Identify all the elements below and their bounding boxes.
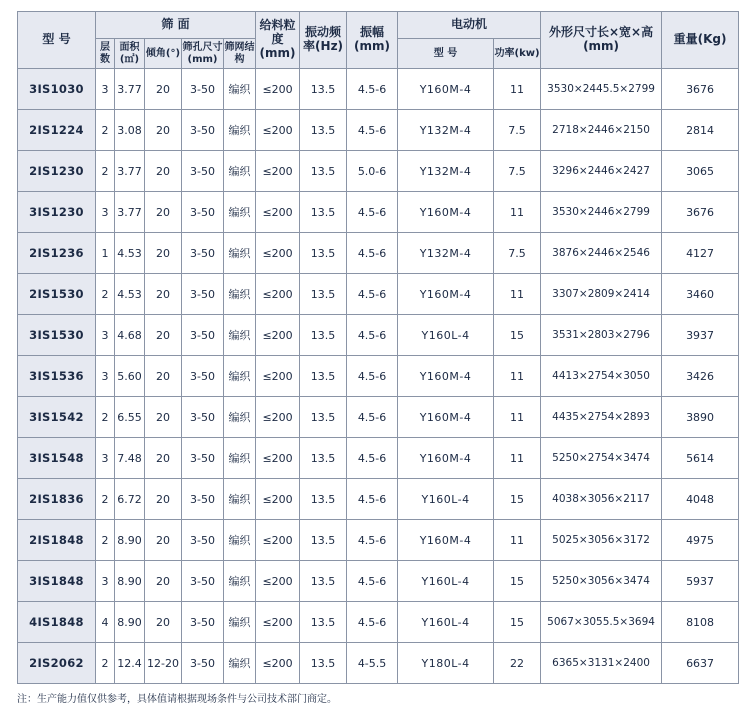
table-row — [18, 192, 739, 233]
cell-weight: 4127 — [662, 233, 739, 274]
table-row — [18, 520, 739, 561]
table-row — [18, 397, 739, 438]
cell-frequency: 13.5 — [300, 274, 347, 315]
cell-model: 2IS2062 — [18, 643, 96, 684]
table-row — [18, 151, 739, 192]
cell-aperture: 3-50 — [182, 274, 224, 315]
cell-angle: 20 — [145, 397, 182, 438]
cell-amplitude: 4.5-6 — [347, 602, 398, 643]
table-row — [18, 479, 739, 520]
cell-model: 2IS1236 — [18, 233, 96, 274]
cell-frequency: 13.5 — [300, 520, 347, 561]
cell-model: 3IS1542 — [18, 397, 96, 438]
cell-motor-power: 15 — [494, 602, 541, 643]
cell-motor-power: 7.5 — [494, 151, 541, 192]
cell-weight: 4975 — [662, 520, 739, 561]
cell-motor-power: 7.5 — [494, 233, 541, 274]
cell-area: 5.60 — [115, 356, 145, 397]
cell-feed-size: ≤200 — [256, 643, 300, 684]
cell-aperture: 3-50 — [182, 520, 224, 561]
cell-motor-power: 11 — [494, 397, 541, 438]
table-row — [18, 438, 739, 479]
cell-dimensions: 6365×3131×2400 — [541, 643, 662, 684]
cell-area: 8.90 — [115, 561, 145, 602]
cell-layers: 3 — [96, 192, 115, 233]
cell-weight: 4048 — [662, 479, 739, 520]
cell-feed-size: ≤200 — [256, 192, 300, 233]
cell-amplitude: 4.5-6 — [347, 356, 398, 397]
cell-area: 3.77 — [115, 192, 145, 233]
cell-dimensions: 3531×2803×2796 — [541, 315, 662, 356]
cell-layers: 2 — [96, 151, 115, 192]
cell-aperture: 3-50 — [182, 602, 224, 643]
cell-angle: 20 — [145, 438, 182, 479]
cell-amplitude: 4.5-6 — [347, 479, 398, 520]
cell-model: 3IS1030 — [18, 69, 96, 110]
header-amplitude — [347, 12, 398, 69]
cell-angle: 20 — [145, 110, 182, 151]
cell-model: 2IS1848 — [18, 520, 96, 561]
cell-angle: 12-20 — [145, 643, 182, 684]
cell-motor-model: Y160M-4 — [398, 520, 494, 561]
header-motor-power-label: 功率(kw) — [494, 47, 540, 59]
spec-sheet — [17, 11, 738, 684]
cell-mesh-type: 编织 — [224, 397, 256, 438]
cell-area: 6.55 — [115, 397, 145, 438]
cell-dimensions: 4435×2754×2893 — [541, 397, 662, 438]
cell-model: 2IS1230 — [18, 151, 96, 192]
cell-weight: 2814 — [662, 110, 739, 151]
cell-aperture: 3-50 — [182, 110, 224, 151]
cell-amplitude: 4.5-6 — [347, 520, 398, 561]
cell-motor-power: 11 — [494, 192, 541, 233]
cell-area: 3.77 — [115, 151, 145, 192]
cell-dimensions: 4413×2754×3050 — [541, 356, 662, 397]
cell-frequency: 13.5 — [300, 397, 347, 438]
header-angle-label: 倾角(°) — [145, 47, 181, 59]
cell-mesh-type: 编织 — [224, 479, 256, 520]
cell-amplitude: 4.5-6 — [347, 274, 398, 315]
cell-mesh-type: 编织 — [224, 356, 256, 397]
cell-angle: 20 — [145, 69, 182, 110]
footnote: 注：生产能力值仅供参考，具体值请根据现场条件与公司技术部门商定。 — [17, 694, 337, 705]
header-frequency — [300, 12, 347, 69]
cell-weight: 6637 — [662, 643, 739, 684]
header-frequency-label: 振动频率(Hz) — [303, 25, 344, 53]
header-motor-model: 型 号 — [398, 39, 494, 69]
cell-feed-size: ≤200 — [256, 520, 300, 561]
cell-mesh-type: 编织 — [224, 561, 256, 602]
cell-mesh-type: 编织 — [224, 643, 256, 684]
cell-amplitude: 4.5-6 — [347, 315, 398, 356]
cell-aperture: 3-50 — [182, 233, 224, 274]
cell-feed-size: ≤200 — [256, 274, 300, 315]
cell-dimensions: 5067×3055.5×3694 — [541, 602, 662, 643]
cell-model: 4IS1848 — [18, 602, 96, 643]
cell-feed-size: ≤200 — [256, 438, 300, 479]
header-amplitude-label: 振幅(mm) — [354, 25, 391, 53]
cell-motor-model: Y132M-4 — [398, 151, 494, 192]
header-dimensions — [541, 12, 662, 69]
cell-frequency: 13.5 — [300, 602, 347, 643]
cell-mesh-type: 编织 — [224, 602, 256, 643]
cell-motor-power: 11 — [494, 274, 541, 315]
header-mesh-type-label: 筛网结构 — [224, 42, 255, 65]
cell-dimensions: 5025×3056×3172 — [541, 520, 662, 561]
cell-dimensions: 5250×3056×3474 — [541, 561, 662, 602]
cell-motor-model: Y160L-4 — [398, 602, 494, 643]
cell-angle: 20 — [145, 315, 182, 356]
cell-dimensions: 2718×2446×2150 — [541, 110, 662, 151]
cell-motor-power: 15 — [494, 561, 541, 602]
cell-feed-size: ≤200 — [256, 561, 300, 602]
cell-angle: 20 — [145, 233, 182, 274]
cell-weight: 3890 — [662, 397, 739, 438]
cell-motor-model: Y132M-4 — [398, 110, 494, 151]
cell-feed-size: ≤200 — [256, 233, 300, 274]
cell-dimensions: 5250×2754×3474 — [541, 438, 662, 479]
cell-model: 3IS1536 — [18, 356, 96, 397]
cell-area: 6.72 — [115, 479, 145, 520]
cell-dimensions: 3307×2809×2414 — [541, 274, 662, 315]
cell-amplitude: 4.5-6 — [347, 438, 398, 479]
cell-angle: 20 — [145, 479, 182, 520]
cell-motor-power: 11 — [494, 520, 541, 561]
cell-layers: 3 — [96, 561, 115, 602]
cell-frequency: 13.5 — [300, 69, 347, 110]
vibrating-screen-spec-table — [17, 11, 739, 684]
cell-angle: 20 — [145, 274, 182, 315]
cell-angle: 20 — [145, 356, 182, 397]
cell-amplitude: 5.0-6 — [347, 151, 398, 192]
cell-feed-size: ≤200 — [256, 356, 300, 397]
cell-mesh-type: 编织 — [224, 69, 256, 110]
cell-frequency: 13.5 — [300, 561, 347, 602]
cell-amplitude: 4.5-6 — [347, 192, 398, 233]
cell-mesh-type: 编织 — [224, 274, 256, 315]
cell-dimensions: 3530×2445.5×2799 — [541, 69, 662, 110]
header-dimensions-label: 外形尺寸长×宽×高(mm) — [549, 25, 654, 53]
cell-model: 3IS1230 — [18, 192, 96, 233]
header-feed-size-label: 给料粒度(mm) — [259, 18, 296, 60]
cell-layers: 2 — [96, 479, 115, 520]
header-motor-power — [494, 39, 541, 69]
cell-aperture: 3-50 — [182, 438, 224, 479]
cell-frequency: 13.5 — [300, 356, 347, 397]
cell-aperture: 3-50 — [182, 315, 224, 356]
cell-layers: 2 — [96, 110, 115, 151]
cell-amplitude: 4.5-6 — [347, 110, 398, 151]
cell-frequency: 13.5 — [300, 151, 347, 192]
table-row — [18, 69, 739, 110]
table-body — [18, 69, 739, 684]
cell-layers: 4 — [96, 602, 115, 643]
cell-mesh-type: 编织 — [224, 151, 256, 192]
cell-mesh-type: 编织 — [224, 315, 256, 356]
cell-motor-power: 15 — [494, 315, 541, 356]
cell-frequency: 13.5 — [300, 643, 347, 684]
cell-dimensions: 3296×2446×2427 — [541, 151, 662, 192]
table-header — [18, 12, 739, 69]
cell-feed-size: ≤200 — [256, 151, 300, 192]
header-area-label: 面积(㎡) — [119, 42, 140, 65]
cell-motor-power: 22 — [494, 643, 541, 684]
header-weight — [662, 12, 739, 69]
cell-weight: 3937 — [662, 315, 739, 356]
cell-aperture: 3-50 — [182, 356, 224, 397]
cell-weight: 5937 — [662, 561, 739, 602]
cell-area: 4.68 — [115, 315, 145, 356]
table-row — [18, 356, 739, 397]
cell-area: 4.53 — [115, 233, 145, 274]
cell-layers: 3 — [96, 315, 115, 356]
cell-motor-power: 11 — [494, 69, 541, 110]
cell-frequency: 13.5 — [300, 315, 347, 356]
cell-frequency: 13.5 — [300, 438, 347, 479]
cell-feed-size: ≤200 — [256, 69, 300, 110]
cell-model: 3IS1548 — [18, 438, 96, 479]
header-feed-size — [256, 12, 300, 69]
cell-motor-model: Y160L-4 — [398, 479, 494, 520]
cell-model: 2IS1530 — [18, 274, 96, 315]
cell-weight: 3676 — [662, 69, 739, 110]
header-model: 型 号 — [18, 12, 96, 69]
cell-frequency: 13.5 — [300, 192, 347, 233]
table-row — [18, 315, 739, 356]
table-row — [18, 274, 739, 315]
cell-dimensions: 4038×3056×2117 — [541, 479, 662, 520]
cell-feed-size: ≤200 — [256, 602, 300, 643]
table-row — [18, 110, 739, 151]
cell-weight: 5614 — [662, 438, 739, 479]
cell-area: 3.08 — [115, 110, 145, 151]
cell-amplitude: 4.5-6 — [347, 397, 398, 438]
cell-frequency: 13.5 — [300, 233, 347, 274]
cell-motor-model: Y160M-4 — [398, 356, 494, 397]
header-mesh-type — [224, 39, 256, 69]
cell-model: 2IS1836 — [18, 479, 96, 520]
cell-motor-model: Y180L-4 — [398, 643, 494, 684]
cell-dimensions: 3876×2446×2546 — [541, 233, 662, 274]
cell-weight: 3426 — [662, 356, 739, 397]
cell-motor-model: Y160M-4 — [398, 274, 494, 315]
cell-aperture: 3-50 — [182, 479, 224, 520]
header-motor: 电动机 — [398, 12, 541, 39]
cell-motor-model: Y160L-4 — [398, 561, 494, 602]
cell-mesh-type: 编织 — [224, 110, 256, 151]
cell-amplitude: 4.5-6 — [347, 561, 398, 602]
header-aperture-label: 筛孔尺寸(mm) — [182, 42, 223, 65]
cell-mesh-type: 编织 — [224, 192, 256, 233]
cell-aperture: 3-50 — [182, 151, 224, 192]
table-row — [18, 602, 739, 643]
cell-area: 8.90 — [115, 520, 145, 561]
header-weight-label: 重量(Kg) — [673, 32, 727, 47]
cell-layers: 2 — [96, 520, 115, 561]
cell-motor-model: Y160M-4 — [398, 438, 494, 479]
cell-layers: 1 — [96, 233, 115, 274]
cell-motor-model: Y160M-4 — [398, 69, 494, 110]
header-aperture — [182, 39, 224, 69]
cell-angle: 20 — [145, 561, 182, 602]
cell-layers: 2 — [96, 397, 115, 438]
cell-aperture: 3-50 — [182, 643, 224, 684]
cell-motor-power: 11 — [494, 356, 541, 397]
cell-motor-power: 11 — [494, 438, 541, 479]
cell-layers: 3 — [96, 356, 115, 397]
cell-weight: 3460 — [662, 274, 739, 315]
cell-aperture: 3-50 — [182, 192, 224, 233]
cell-motor-model: Y132M-4 — [398, 233, 494, 274]
cell-amplitude: 4.5-6 — [347, 233, 398, 274]
cell-feed-size: ≤200 — [256, 315, 300, 356]
cell-motor-power: 7.5 — [494, 110, 541, 151]
header-layers-label: 层数 — [100, 42, 110, 65]
header-screen: 筛 面 — [96, 12, 256, 39]
cell-motor-model: Y160L-4 — [398, 315, 494, 356]
cell-frequency: 13.5 — [300, 110, 347, 151]
header-angle — [145, 39, 182, 69]
cell-angle: 20 — [145, 520, 182, 561]
cell-amplitude: 4-5.5 — [347, 643, 398, 684]
cell-angle: 20 — [145, 151, 182, 192]
cell-amplitude: 4.5-6 — [347, 69, 398, 110]
cell-weight: 8108 — [662, 602, 739, 643]
cell-layers: 3 — [96, 69, 115, 110]
cell-aperture: 3-50 — [182, 561, 224, 602]
cell-motor-model: Y160M-4 — [398, 192, 494, 233]
table-row — [18, 643, 739, 684]
cell-mesh-type: 编织 — [224, 520, 256, 561]
cell-feed-size: ≤200 — [256, 479, 300, 520]
header-layers — [96, 39, 115, 69]
cell-aperture: 3-50 — [182, 69, 224, 110]
cell-area: 12.4 — [115, 643, 145, 684]
cell-angle: 20 — [145, 192, 182, 233]
cell-aperture: 3-50 — [182, 397, 224, 438]
cell-mesh-type: 编织 — [224, 438, 256, 479]
cell-layers: 2 — [96, 274, 115, 315]
cell-frequency: 13.5 — [300, 479, 347, 520]
table-row — [18, 233, 739, 274]
table-row — [18, 561, 739, 602]
cell-mesh-type: 编织 — [224, 233, 256, 274]
cell-model: 3IS1530 — [18, 315, 96, 356]
cell-model: 2IS1224 — [18, 110, 96, 151]
cell-motor-power: 15 — [494, 479, 541, 520]
cell-dimensions: 3530×2446×2799 — [541, 192, 662, 233]
cell-area: 3.77 — [115, 69, 145, 110]
cell-area: 8.90 — [115, 602, 145, 643]
cell-angle: 20 — [145, 602, 182, 643]
cell-area: 4.53 — [115, 274, 145, 315]
cell-weight: 3676 — [662, 192, 739, 233]
cell-weight: 3065 — [662, 151, 739, 192]
cell-layers: 3 — [96, 438, 115, 479]
cell-motor-model: Y160M-4 — [398, 397, 494, 438]
cell-layers: 2 — [96, 643, 115, 684]
cell-area: 7.48 — [115, 438, 145, 479]
cell-feed-size: ≤200 — [256, 397, 300, 438]
header-area — [115, 39, 145, 69]
cell-model: 3IS1848 — [18, 561, 96, 602]
cell-feed-size: ≤200 — [256, 110, 300, 151]
